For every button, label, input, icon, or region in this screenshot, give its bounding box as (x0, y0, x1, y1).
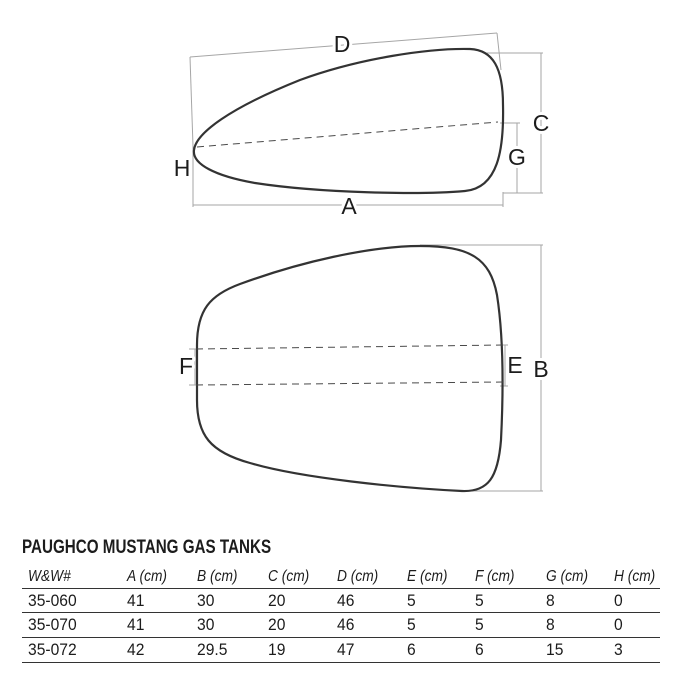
table-title: PAUGHCO MUSTANG GAS TANKS (22, 537, 272, 558)
label-g: G (508, 144, 526, 170)
table-cell: 8 (546, 615, 555, 634)
table-cell: 46 (337, 591, 355, 610)
label-f: F (178, 353, 194, 379)
table-header-row (22, 566, 660, 589)
table-cell: 6 (407, 640, 416, 659)
table-header-cell: E (cm) (407, 568, 448, 585)
label-h: H (173, 155, 191, 181)
table-row (22, 638, 660, 663)
table-cell: 0 (614, 615, 623, 634)
table-cell: 42 (127, 640, 145, 659)
table-cell: 30 (197, 615, 215, 634)
table-cell: 46 (337, 615, 355, 634)
table-cell: 19 (268, 640, 286, 659)
table-cell: 30 (197, 591, 215, 610)
table-row (22, 613, 660, 638)
table-cell: 41 (127, 591, 145, 610)
table-cell: 35-060 (28, 591, 77, 610)
label-d: D (333, 31, 351, 57)
table-header-cell: F (cm) (475, 568, 515, 585)
table-header-cell: D (cm) (337, 568, 379, 585)
table-cell: 35-070 (28, 615, 77, 634)
table-cell: 5 (407, 615, 416, 634)
table-header-cell: B (cm) (197, 568, 238, 585)
table-header-cell: G (cm) (546, 568, 589, 585)
table-header-cell: A (cm) (127, 568, 168, 585)
label-b: B (533, 356, 549, 382)
table-cell: 5 (475, 615, 484, 634)
table-cell: 35-072 (28, 640, 77, 659)
table-cell: 5 (407, 591, 416, 610)
label-a: A (341, 193, 357, 219)
table-header-cell: H (cm) (614, 568, 656, 585)
table-header-cell: W&W# (28, 568, 71, 585)
table-cell: 20 (268, 591, 286, 610)
label-e: E (507, 352, 523, 378)
table-cell: 6 (475, 640, 484, 659)
table-cell: 5 (475, 591, 484, 610)
table-cell: 20 (268, 615, 286, 634)
table-cell: 41 (127, 615, 145, 634)
label-c: C (532, 110, 550, 136)
table-cell: 47 (337, 640, 355, 659)
table-header-cell: C (cm) (268, 568, 310, 585)
table-cell: 0 (614, 591, 623, 610)
table-cell: 15 (546, 640, 564, 659)
table-cell: 29.5 (197, 640, 228, 659)
table-row (22, 589, 660, 613)
table-cell: 8 (546, 591, 555, 610)
table-cell: 3 (614, 640, 623, 659)
